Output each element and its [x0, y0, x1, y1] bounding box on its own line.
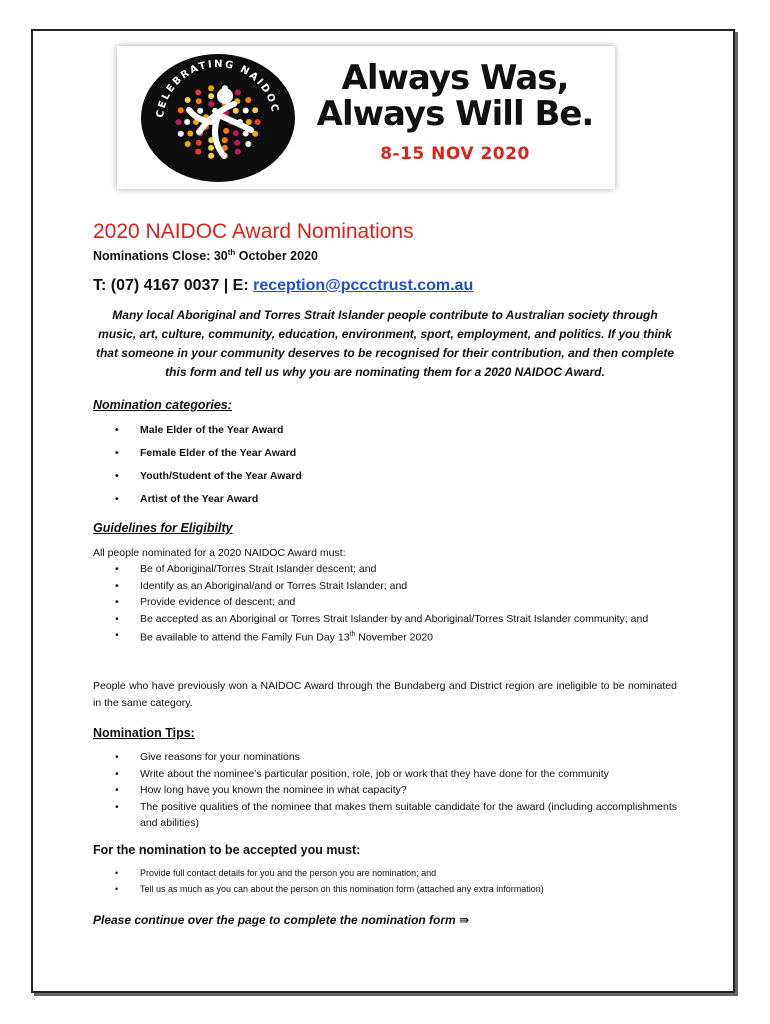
- list-item: • Give reasons for your nominations: [93, 749, 677, 766]
- logo-dot: [185, 97, 191, 103]
- continue-text: Please continue over the page to complete the nomination form: [93, 913, 456, 927]
- logo-dot: [175, 119, 181, 125]
- logo-dot: [245, 97, 251, 103]
- logo-dot: [196, 98, 202, 104]
- list-item: • Identify as an Aboriginal/and or Torres Strait Islander; and: [93, 578, 677, 595]
- logo-dot: [197, 108, 203, 114]
- continue-note: [93, 913, 469, 927]
- contact-line: [93, 277, 473, 295]
- logo-dot: [195, 89, 201, 95]
- fun-day-suffix: November 2020: [355, 631, 434, 644]
- list-item: [93, 627, 677, 646]
- tips-list: [93, 749, 677, 832]
- fun-day-sup: th: [349, 631, 356, 638]
- email-link[interactable]: reception@pccctrust.com.au: [253, 277, 474, 294]
- logo-dot: [208, 145, 214, 151]
- naidoc-banner: [117, 46, 615, 189]
- banner-dates: 8-15 NOV 2020: [380, 144, 530, 164]
- list-item: • Write about the nominee’s particular position, role, job or work that they have done for the community: [93, 766, 677, 783]
- accept-list: [93, 865, 677, 897]
- logo-dot: [178, 131, 184, 137]
- logo-dot: [187, 131, 193, 137]
- logo-dot: [208, 101, 214, 107]
- banner-title-line1: Always Was,: [341, 58, 569, 98]
- close-date-sup: th: [227, 248, 236, 257]
- list-item: • Artist of the Year Award: [93, 492, 677, 515]
- fun-day-prefix: Be available to attend the Family Fun Day 13: [140, 631, 350, 644]
- categories-heading: Nomination categories:: [93, 398, 232, 412]
- logo-dot: [195, 149, 201, 155]
- banner-title: [305, 60, 605, 132]
- logo-dot: [196, 140, 202, 146]
- categories-list: [93, 423, 677, 515]
- logo-dot: [234, 140, 240, 146]
- logo-dot: [208, 153, 214, 159]
- list-item: • How long have you known the nominee in what capacity?: [93, 782, 677, 799]
- document-title: 2020 NAIDOC Award Nominations: [93, 220, 414, 243]
- logo-dot: [246, 119, 252, 125]
- logo-dot: [208, 93, 214, 99]
- logo-dot: [233, 130, 239, 136]
- logo-dot: [222, 137, 228, 143]
- list-item: • The positive qualities of the nominee that makes them suitable candidate for the award (including accomplishments and abilities): [93, 799, 677, 832]
- nominations-close: [93, 248, 318, 263]
- naidoc-logo: [139, 52, 297, 184]
- close-date-prefix: Nominations Close: 30: [93, 249, 228, 264]
- logo-dot: [223, 128, 229, 134]
- tips-heading: Nomination Tips:: [93, 726, 195, 740]
- ineligible-note: People who have previously won a NAIDOC Award through the Bundaberg and District region are ineligible to be nominated in the same category.: [93, 680, 677, 709]
- logo-dot: [255, 119, 261, 125]
- list-item: • Be accepted as an Aboriginal or Torres Strait Islander by and Aboriginal/Torres Strait Islander community; and: [93, 611, 677, 628]
- arrow-right-icon: ⇛: [459, 913, 470, 927]
- list-item: • Male Elder of the Year Award: [93, 423, 677, 446]
- logo-dot: [243, 108, 249, 114]
- intro-paragraph: Many local Aboriginal and Torres Strait Islander people contribute to Australian society through music, art, culture, community, education, environment, sport, employment, and politics. If you think that someone in your community deserves to be recognised for their contribution, and then complete this form and tell us why you are nominating them for a 2020 NAIDOC Award.: [95, 308, 675, 379]
- logo-dot: [178, 107, 184, 113]
- logo-dot: [235, 89, 241, 95]
- logo-arc-text: CELEBRATING NAIDOC: [155, 58, 281, 119]
- list-item: • Provide evidence of descent; and: [93, 594, 677, 611]
- banner-title-line2: Always Will Be.: [316, 94, 594, 134]
- list-item: • Female Elder of the Year Award: [93, 446, 677, 469]
- logo-dot: [184, 119, 190, 125]
- accept-heading: For the nomination to be accepted you must:: [93, 843, 361, 857]
- guidelines-heading: Guidelines for Eligibilty: [93, 521, 233, 535]
- list-item: • Youth/Student of the Year Award: [93, 469, 677, 492]
- list-item: • Tell us as much as you can about the person on this nomination form (attached any extra information): [93, 881, 677, 897]
- list-item: • Be of Aboriginal/Torres Strait Islander descent; and: [93, 561, 677, 578]
- contact-phone: T: (07) 4167 0037 | E:: [93, 277, 254, 294]
- list-item: • Provide full contact details for you and the person you are nomination; and: [93, 865, 677, 881]
- logo-dot: [185, 141, 191, 147]
- logo-dot: [235, 149, 241, 155]
- logo-dot: [245, 141, 251, 147]
- close-date-suffix: October 2020: [235, 249, 318, 264]
- logo-dot: [233, 108, 239, 114]
- guidelines-list: [93, 561, 677, 646]
- logo-dot: [208, 85, 214, 91]
- guidelines-lead: All people nominated for a 2020 NAIDOC Award must:: [93, 547, 346, 559]
- logo-dot: [252, 107, 258, 113]
